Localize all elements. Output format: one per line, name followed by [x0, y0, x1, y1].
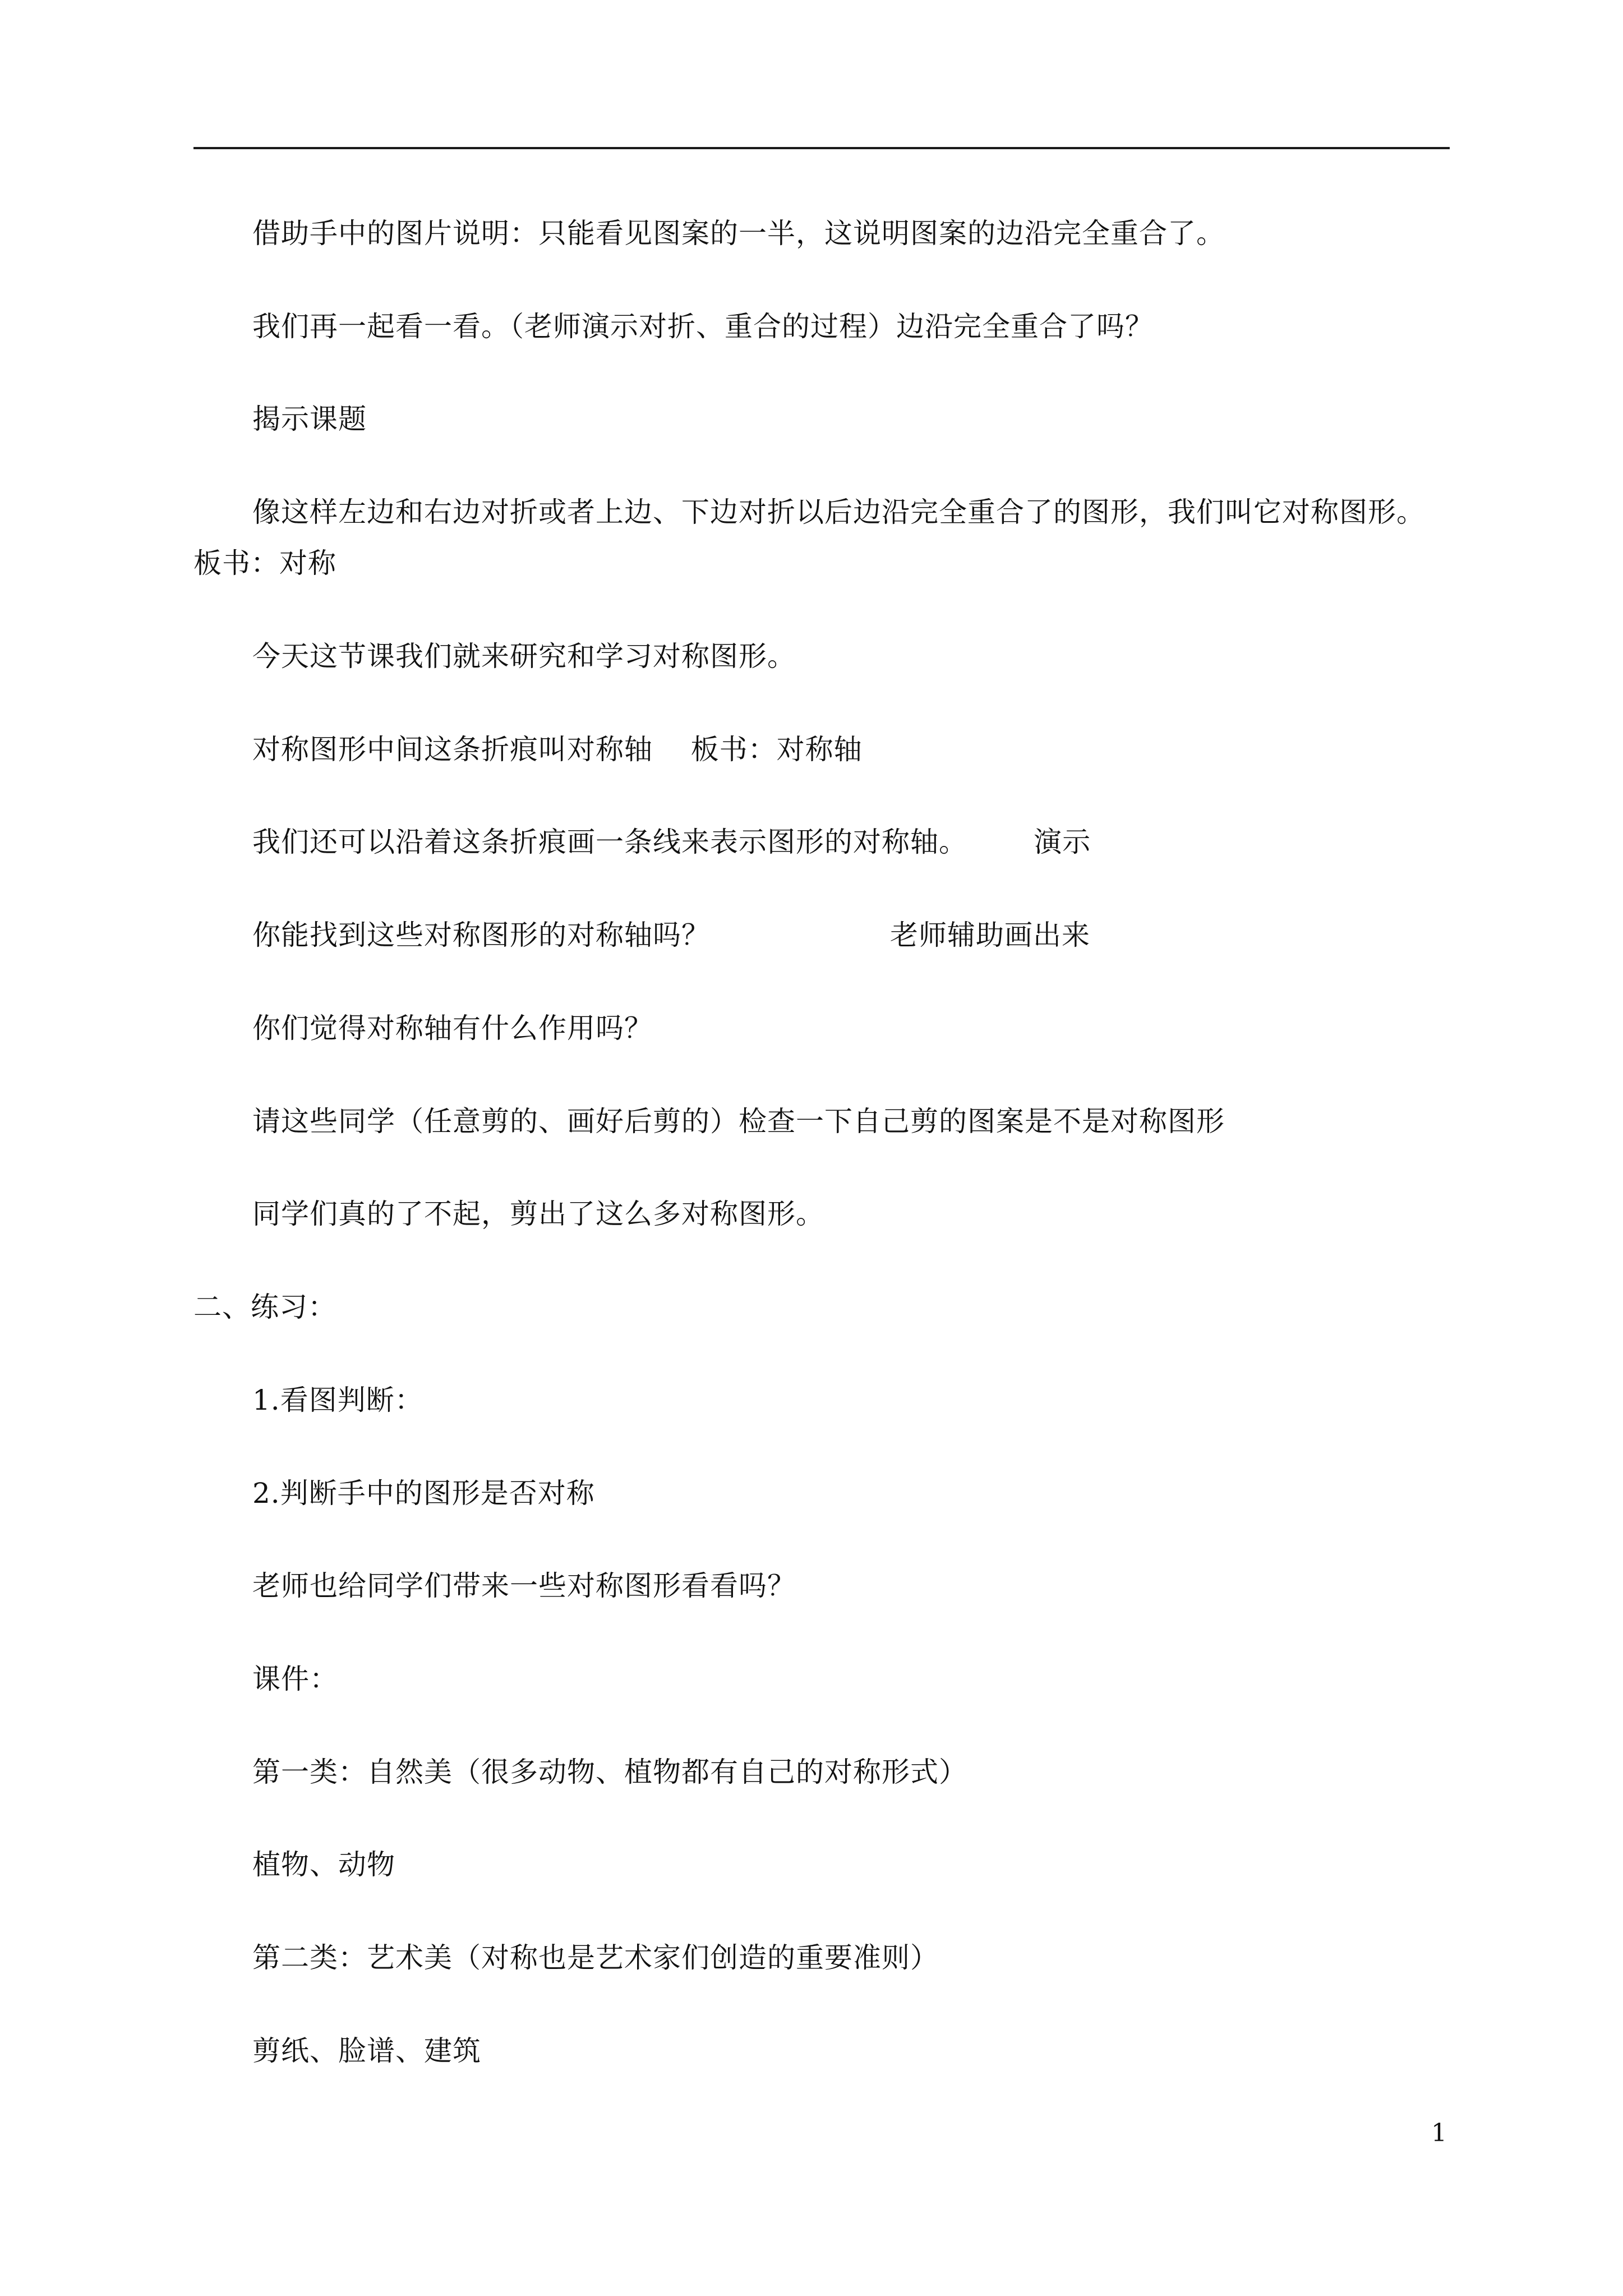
paragraph-4a: 像这样左边和右边对折或者上边、下边对折以后边沿完全重合了的图形，我们叫它对称图形。	[252, 496, 1425, 528]
paragraph-2: 我们再一起看一看。（老师演示对折、重合的过程）边沿完全重合了吗？	[252, 310, 1154, 343]
paragraph-9: 你们觉得对称轴有什么作用吗？	[252, 1012, 653, 1045]
paragraph-3: 揭示课题	[252, 403, 367, 435]
section-heading-exercises: 二、练习：	[193, 1291, 336, 1323]
page-number: 1	[1431, 2119, 1447, 2147]
paragraph-13: 课件：	[252, 1663, 338, 1695]
paragraph-8: 你能找到这些对称图形的对称轴吗？ 老师辅助画出来	[252, 919, 1090, 951]
paragraph-5: 今天这节课我们就来研究和学习对称图形。	[252, 640, 796, 673]
paragraph-7: 我们还可以沿着这条折痕画一条线来表示图形的对称轴。 演示	[252, 826, 1091, 858]
paragraph-4b: 板书：对称	[193, 547, 336, 579]
paragraph-17: 剪纸、脸谱、建筑	[252, 2035, 481, 2067]
exercise-item-2: 2.判断手中的图形是否对称	[252, 1477, 595, 1510]
paragraph-15: 植物、动物	[252, 1848, 395, 1881]
paragraph-16: 第二类：艺术美（对称也是艺术家们创造的重要准则）	[252, 1941, 939, 1974]
paragraph-10: 请这些同学（任意剪的、画好后剪的）检查一下自己剪的图案是不是对称图形	[252, 1105, 1225, 1138]
paragraph-11: 同学们真的了不起，剪出了这么多对称图形。	[252, 1198, 824, 1230]
header-rule	[193, 147, 1450, 149]
paragraph-6: 对称图形中间这条折痕叫对称轴 板书：对称轴	[252, 733, 863, 766]
paragraph-1: 借助手中的图片说明：只能看见图案的一半，这说明图案的边沿完全重合了。	[252, 217, 1225, 250]
paragraph-12: 老师也给同学们带来一些对称图形看看吗？	[252, 1570, 796, 1602]
exercise-item-1: 1.看图判断：	[252, 1384, 423, 1416]
paragraph-14: 第一类：自然美（很多动物、植物都有自己的对称形式）	[252, 1756, 967, 1788]
